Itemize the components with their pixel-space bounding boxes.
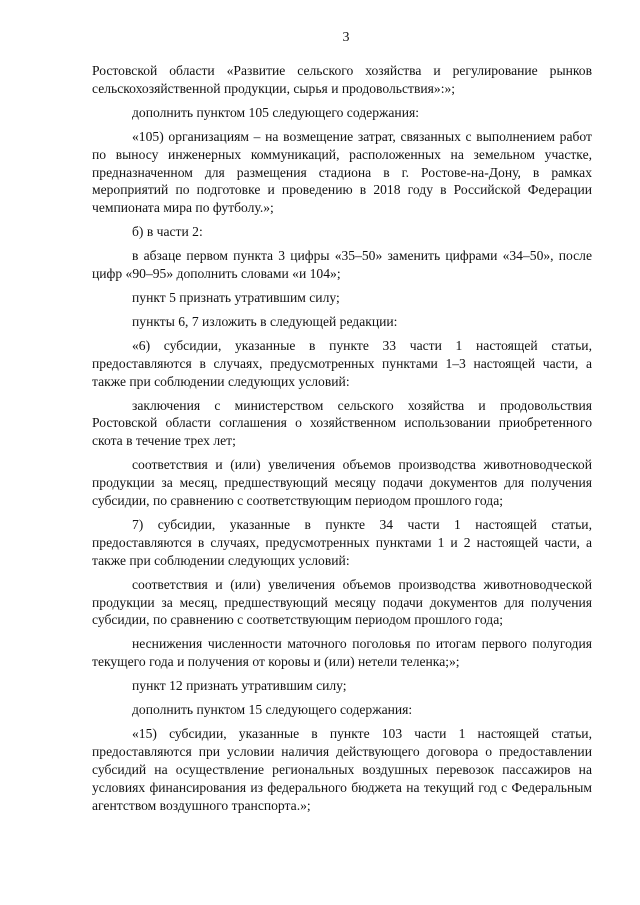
paragraph-10: соответствия и (или) увеличения объемов производства животноводческой продукции за месяц, предшествующий месяцу подачи документов для получения субсидии, по сравнению с соответствующим периодом прошлого года; [92,457,592,509]
page-number: 3 [342,30,350,45]
paragraph-13: неснижения численности маточного поголовья по итогам первого полугодия текущего года и получения от коровы и (или) нетели теленка;»; [92,636,592,670]
paragraph-4: б) в части 2: [132,224,203,240]
paragraph-15: дополнить пунктом 15 следующего содержания: [132,702,413,718]
paragraph-1: Ростовской области «Развитие сельского хозяйства и регулирование рынков сельскохозяйственной продукции, сырья и продовольствия»:»; [92,63,592,96]
document-body [92,62,592,815]
paragraph-16: «15) субсидии, указанные в пункте 103 части 1 настоящей статьи, предоставляются при условии наличия действующего договора о предоставлении субсидий на осуществление региональных воздушных перевозок пассажиров на условиях финансирования из федерального бюджета на текущий год с Федеральным агентством воздушного транспорта.»; [92,726,592,813]
paragraph-11: 7) субсидии, указанные в пункте 34 части 1 настоящей статьи, предоставляются в случаях, предусмотренных пунктами 1 и 2 настоящей части, а также при соблюдении следующих условий: [92,516,592,568]
paragraph-2: дополнить пунктом 105 следующего содержания: [132,104,420,120]
paragraph-8: «6) субсидии, указанные в пункте 33 части 1 настоящей статьи, предоставляются в случаях, предусмотренных пунктами 1–3 настоящей части, а также при соблюдении следующих условий: [92,337,592,389]
paragraph-6: пункт 5 признать утратившим силу; [132,289,340,305]
paragraph-7: пункты 6, 7 изложить в следующей редакции: [132,313,398,329]
paragraph-14: пункт 12 признать утратившим силу; [132,678,347,694]
paragraph-9: заключения с министерством сельского хозяйства и продовольствия Ростовской области соглашения о хозяйственном использовании приобретенного скота в течение трех лет; [92,397,592,449]
paragraph-3: «105) организациям – на возмещение затрат, связанных с выполнением работ по выносу инженерных коммуникаций, расположенных на земельном участке, предназначенном для размещения стадиона в г. Ростове-на-Дону, в рамках мероприятий по подготовке и проведению в 2018 году в Российской Федерации чемпионата мира по футболу.»; [92,128,592,216]
paragraph-5: в абзаце первом пункта 3 цифры «35–50» заменить цифрами «34–50», после цифр «90–95» дополнить словами «и 104»; [92,248,592,282]
paragraph-12: соответствия и (или) увеличения объемов производства животноводческой продукции за месяц, предшествующий месяцу подачи документов для получения субсидии, по сравнению с соответствующим периодом прошлого года; [92,576,592,628]
